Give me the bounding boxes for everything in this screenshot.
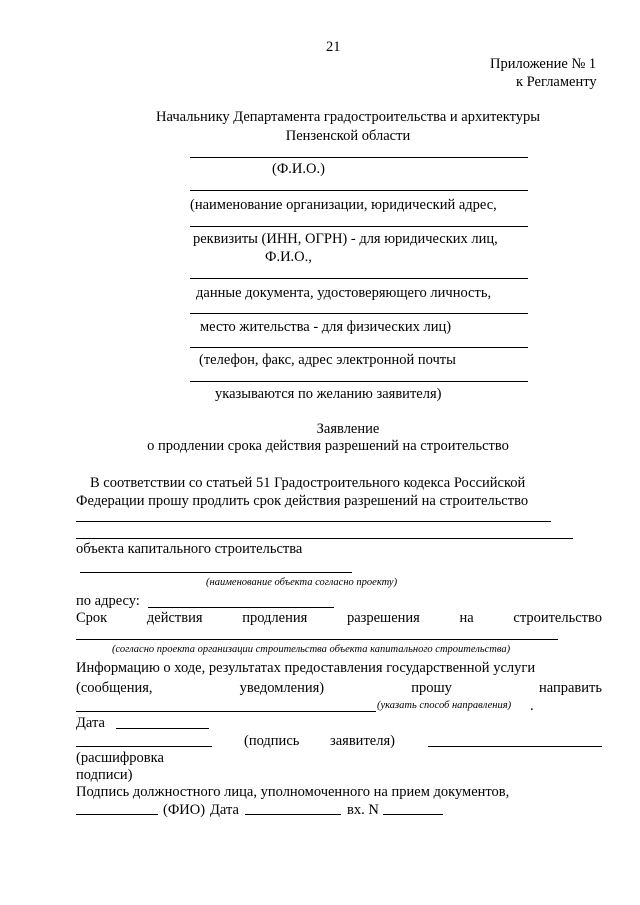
term-word-3: продления <box>242 610 308 626</box>
optional-caption: указываются по желанию заявителя) <box>215 386 442 402</box>
residence-underline <box>190 313 528 314</box>
official-line: Подпись должностного лица, уполномоченного на прием документов, <box>76 784 510 800</box>
permit-underline-2 <box>76 538 573 539</box>
document-underline <box>190 278 528 279</box>
term-word-2: действия <box>146 610 203 626</box>
addressee-line-2: Пензенской области <box>285 128 411 144</box>
official-signature-underline <box>76 814 158 815</box>
term-word-6: строительство <box>513 610 602 626</box>
info-word-3: прошу <box>411 680 452 696</box>
info-word-2: уведомления) <box>239 680 325 696</box>
appendix-number: Приложение № 1 <box>490 56 597 72</box>
decode-line-2: подписи) <box>76 767 133 783</box>
decode-underline <box>428 746 602 747</box>
address-underline <box>148 607 334 608</box>
term-hint: (согласно проекта организации строительства объекта капитального строительства) <box>112 644 511 655</box>
requisites-underline <box>190 226 528 227</box>
term-word-5: на <box>459 610 474 626</box>
appendix-reference: к Регламенту <box>516 74 597 90</box>
requisites-caption: реквизиты (ИНН, ОГРН) - для юридических лиц, <box>193 231 498 247</box>
official-date-label: Дата <box>210 802 239 818</box>
term-line <box>76 611 602 626</box>
date-label: Дата <box>76 715 105 731</box>
incoming-underline <box>383 814 443 815</box>
term-underline <box>76 639 558 640</box>
contacts-underline <box>190 347 528 348</box>
object-name-underline <box>80 572 352 573</box>
date-underline <box>116 728 209 729</box>
info-line-1: Информацию о ходе, результатах предоставления государственной услуги <box>76 660 536 676</box>
object-label: объекта капитального строительства <box>76 541 303 557</box>
permit-underline-1 <box>76 521 551 522</box>
paragraph-1-line-2 <box>76 494 602 509</box>
signature-label-2: заявителя) <box>330 733 395 749</box>
incoming-label: вх. N <box>347 802 379 818</box>
paragraph-1-line-1: В соответствии со статьей 51 Градостроительного кодекса Российской <box>90 475 526 491</box>
page-number: 21 <box>326 39 341 55</box>
fio2-caption: Ф.И.О., <box>265 249 312 265</box>
official-fio-label: (ФИО) <box>163 802 206 818</box>
optional-underline <box>190 381 528 382</box>
document-subtitle: о продлении срока действия разрешений на строительство <box>147 438 509 454</box>
contacts-caption: (телефон, факс, адрес электронной почты <box>199 352 456 368</box>
residence-caption: место жительства - для физических лиц) <box>200 319 452 335</box>
info-word-4: направить <box>538 680 602 696</box>
signature-underline <box>76 746 212 747</box>
org-caption: (наименование организации, юридический адрес, <box>190 197 497 213</box>
method-hint: (указать способ направления) <box>377 700 512 711</box>
method-underline <box>76 711 376 712</box>
term-word-1: Срок <box>76 610 108 626</box>
document-caption: данные документа, удостоверяющего личность, <box>196 285 492 301</box>
info-line-2 <box>76 681 602 696</box>
address-label: по адресу: <box>76 593 140 609</box>
info-word-1: (сообщения, <box>76 680 153 696</box>
signature-label: (подпись <box>244 733 300 749</box>
decode-line-1: (расшифровка <box>76 750 164 766</box>
object-name-hint: (наименование объекта согласно проекту) <box>206 577 398 588</box>
addressee-line-1: Начальнику Департамента градостроительства и архитектуры <box>156 109 540 125</box>
document-title: Заявление <box>316 421 380 437</box>
method-end: . <box>530 698 534 714</box>
term-word-4: разрешения <box>346 610 420 626</box>
official-date-underline <box>245 814 341 815</box>
org-underline <box>190 190 528 191</box>
fio-underline <box>190 157 528 158</box>
paragraph-1-line-2-text: Федерации прошу продлить срок действия разрешений на строительство <box>76 493 529 509</box>
fio-caption: (Ф.И.О.) <box>272 161 325 177</box>
